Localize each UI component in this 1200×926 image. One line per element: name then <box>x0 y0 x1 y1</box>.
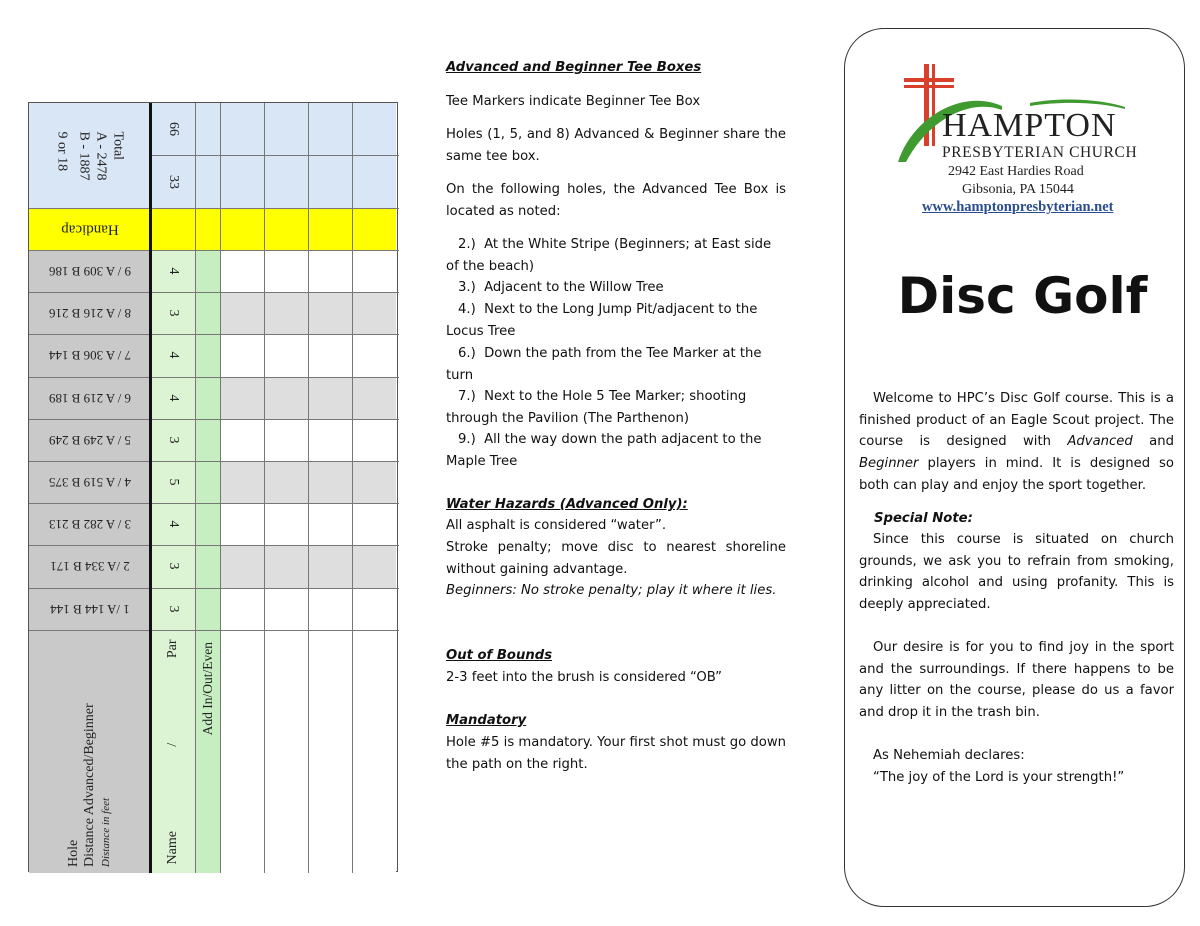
score-cell[interactable] <box>220 419 264 461</box>
score-cell[interactable] <box>308 334 352 376</box>
welcome-text-a: Welcome to HPC’s Disc Golf course. This is a finished product of an Eagle Scout project. The course is designed with <box>859 391 1174 450</box>
score-cell[interactable] <box>220 588 264 630</box>
water-text-3: Beginners: No stroke penalty; play it where it lies. <box>446 583 777 598</box>
hole-distance-cell <box>29 292 150 334</box>
add-handicap-cell <box>195 208 220 250</box>
hole-distance-label: 9 / A 309 B 186 <box>48 264 131 280</box>
hole-distance-label: 8 / A 216 B 216 <box>48 306 131 322</box>
score-cell[interactable] <box>220 377 264 419</box>
hole-distance-label: 3 / A 282 B 213 <box>48 517 131 533</box>
slash-label: / <box>164 742 180 747</box>
tee-item-text: Next to the Long Jump Pit/adjacent to the Locus Tree <box>446 302 758 339</box>
mandatory-text: Hole #5 is mandatory. Your first shot must go down the path on the right. <box>446 735 786 772</box>
grid-line <box>29 419 399 420</box>
score-cell[interactable] <box>308 377 352 419</box>
score-cell[interactable] <box>308 588 352 630</box>
score-cell[interactable] <box>352 503 396 545</box>
par-cell <box>150 377 195 419</box>
hole-distance-label: 6 / A 219 B 189 <box>48 390 131 406</box>
hole-distance-label: 7 / A 306 B 144 <box>48 348 131 364</box>
par-value: 5 <box>165 478 181 486</box>
score-cell[interactable] <box>352 334 396 376</box>
hole-distance-cell <box>29 377 150 419</box>
score-cell[interactable] <box>308 292 352 334</box>
score-cell[interactable] <box>352 545 396 587</box>
tee-item-number: 7.) <box>458 389 476 404</box>
grid-line <box>29 250 399 251</box>
player-handicap-cell[interactable] <box>308 208 352 250</box>
hole-distance-label: 2 /A 334 B 171 <box>49 559 130 575</box>
par-cell <box>150 588 195 630</box>
score-cell[interactable] <box>308 419 352 461</box>
tee-markers-text: Tee Markers indicate Beginner Tee Box <box>446 94 701 109</box>
tee-item-number: 3.) <box>458 280 476 295</box>
oob-text: 2-3 feet into the brush is considered “OB” <box>446 670 722 685</box>
par-value: 3 <box>165 562 181 570</box>
scorecard <box>28 102 398 872</box>
handicap-label: Handicap <box>60 221 119 238</box>
tee-item <box>446 299 766 342</box>
score-cell[interactable] <box>264 545 308 587</box>
tee-item <box>446 234 781 277</box>
tee-item <box>446 343 771 386</box>
player-handicap-cell[interactable] <box>352 208 396 250</box>
distance-label: Distance Advanced/Beginner <box>81 702 97 867</box>
church-website-link[interactable]: www.hamptonpresbyterian.net <box>922 199 1114 215</box>
hole-distance-cell <box>29 461 150 503</box>
hole-distance-cell <box>29 588 150 630</box>
hole-distance-cell <box>29 334 150 376</box>
tee-item-text: At the White Stripe (Beginners; at East side of the beach) <box>446 237 772 274</box>
score-cell[interactable] <box>264 292 308 334</box>
score-cell[interactable] <box>352 377 396 419</box>
score-cell[interactable] <box>220 250 264 292</box>
tee-heading: Advanced and Beginner Tee Boxes <box>446 60 702 75</box>
oob-heading: Out of Bounds <box>446 648 553 663</box>
tee-item-text: Adjacent to the Willow Tree <box>484 280 664 295</box>
mandatory-heading: Mandatory <box>446 713 527 728</box>
grid-line <box>29 630 399 631</box>
welcome-text-b: players in mind. It is designed so both can play and enjoy the sport together. <box>859 456 1174 493</box>
grid-line <box>29 208 399 209</box>
tee-item-text: All the way down the path adjacent to the Maple Tree <box>446 432 762 469</box>
welcome-beginner: Beginner <box>859 456 919 472</box>
score-cell[interactable] <box>308 545 352 587</box>
par-value: 3 <box>165 436 181 444</box>
hole-distance-cell <box>29 545 150 587</box>
par-cell <box>150 419 195 461</box>
grid-line <box>149 103 152 873</box>
score-cell[interactable] <box>308 503 352 545</box>
par-33: 33 <box>165 174 181 189</box>
welcome-paragraph <box>859 388 1174 497</box>
score-cell[interactable] <box>264 503 308 545</box>
grid-line <box>195 103 196 873</box>
grid-line <box>220 103 221 873</box>
tee-item-text: Down the path from the Tee Marker at the turn <box>446 346 762 383</box>
name-label: Name <box>164 830 180 864</box>
score-cell[interactable] <box>264 250 308 292</box>
grid-line <box>29 588 399 589</box>
par-handicap-cell <box>150 208 195 250</box>
distance-note: Distance in feet <box>99 797 112 867</box>
hole-distance-label: 4 / A 519 B 375 <box>48 475 131 491</box>
par-cell <box>150 292 195 334</box>
grid-line <box>29 377 399 378</box>
par-value: 3 <box>165 605 181 613</box>
score-cell[interactable] <box>220 545 264 587</box>
grid-line <box>308 103 309 873</box>
add-column <box>195 250 220 873</box>
special-note-heading: Special Note: <box>874 511 973 526</box>
hole-distance-label: 5 / A 249 B 249 <box>48 432 131 448</box>
church-address-1: 2942 East Hardies Road <box>948 164 1084 179</box>
score-cell[interactable] <box>220 461 264 503</box>
par-cell <box>150 334 195 376</box>
add-label: Add In/Out/Even <box>199 641 215 735</box>
tee-item-number: 2.) <box>458 237 476 252</box>
player-name-cell[interactable] <box>264 630 308 873</box>
special-note-text: Since this course is situated on church grounds, we ask you to refrain from smoking, drinking alcohol and using profanity. This is deeply appreciated. <box>859 532 1174 613</box>
church-name: HAMPTON <box>942 107 1117 144</box>
score-cell[interactable] <box>308 461 352 503</box>
score-cell[interactable] <box>352 250 396 292</box>
church-identity <box>942 108 1142 199</box>
par-value: 3 <box>165 309 181 317</box>
score-cell[interactable] <box>264 377 308 419</box>
grid-line <box>352 103 353 873</box>
grid-line <box>29 545 399 546</box>
quote-text: “The joy of the Lord is your strength!” <box>873 770 1125 785</box>
hole-distance-label: 1 /A 144 B 144 <box>49 601 130 617</box>
holes-share-text: Holes (1, 5, and 8) Advanced & Beginner share the same tee box. <box>446 127 786 164</box>
tee-item-number: 9.) <box>458 432 476 447</box>
church-subtitle: PRESBYTERIAN CHURCH <box>942 144 1138 161</box>
par-cell <box>150 545 195 587</box>
tee-item <box>446 429 771 472</box>
total-cell <box>29 103 150 208</box>
grid-line <box>29 334 399 335</box>
total-beginner: B - 1887 <box>76 131 91 180</box>
nehemiah-text: As Nehemiah declares: <box>873 748 1025 763</box>
par-value: 4 <box>165 351 181 359</box>
par-value: 4 <box>165 520 181 528</box>
grid-line <box>150 155 399 156</box>
name-par-header <box>150 630 195 873</box>
brochure-title: Disc Golf <box>897 267 1148 325</box>
total-label: Total <box>110 131 125 160</box>
welcome-advanced: Advanced <box>1067 434 1133 450</box>
par-cell <box>150 461 195 503</box>
total-advanced: A - 2478 <box>93 131 108 180</box>
par-cell <box>150 503 195 545</box>
score-cell[interactable] <box>308 250 352 292</box>
score-cell[interactable] <box>220 503 264 545</box>
player-name-cell[interactable] <box>308 630 352 873</box>
hole-header-cell <box>29 630 150 873</box>
tee-item <box>446 386 771 429</box>
tee-item-number: 4.) <box>458 302 476 317</box>
score-cell[interactable] <box>220 334 264 376</box>
water-text-1: All asphalt is considered “water”. <box>446 518 667 533</box>
water-text-2: Stroke penalty; move disc to nearest shoreline without gaining advantage. <box>446 540 786 577</box>
tee-item-number: 6.) <box>458 346 476 361</box>
tee-item <box>446 277 781 299</box>
total-nine-or-eighteen: 9 or 18 <box>54 131 69 171</box>
score-cell[interactable] <box>264 334 308 376</box>
par-66: 66 <box>165 122 181 136</box>
player-name-cell[interactable] <box>352 630 396 873</box>
par-label: Par <box>164 639 180 658</box>
desire-text: Our desire is for you to find joy in the sport and the surroundings. If there happens to be any litter on the course, please do us a favor and drop it in the trash bin. <box>859 640 1174 721</box>
par-value: 4 <box>165 394 181 402</box>
hole-distance-cell <box>29 419 150 461</box>
handicap-cell <box>29 208 150 250</box>
hole-distance-cell <box>29 250 150 292</box>
grid-line <box>29 292 399 293</box>
player-handicap-cell[interactable] <box>264 208 308 250</box>
score-cell[interactable] <box>352 461 396 503</box>
score-cell[interactable] <box>264 588 308 630</box>
church-address-2: Gibsonia, PA 15044 <box>962 182 1074 197</box>
hole-label: Hole <box>65 839 81 867</box>
player-handicap-cell[interactable] <box>220 208 264 250</box>
score-cell[interactable] <box>352 419 396 461</box>
hole-distance-cell <box>29 503 150 545</box>
player-name-cell[interactable] <box>220 630 264 873</box>
score-cell[interactable] <box>352 588 396 630</box>
grid-line <box>264 103 265 873</box>
following-text: On the following holes, the Advanced Tee Box is located as noted: <box>446 182 786 219</box>
par-value: 4 <box>165 267 181 275</box>
score-cell[interactable] <box>220 292 264 334</box>
score-cell[interactable] <box>264 419 308 461</box>
tee-item-text: Next to the Hole 5 Tee Marker; shooting through the Pavilion (The Parthenon) <box>446 389 747 426</box>
score-cell[interactable] <box>352 292 396 334</box>
score-cell[interactable] <box>264 461 308 503</box>
grid-line <box>29 461 399 462</box>
par-cell <box>150 250 195 292</box>
grid-line <box>29 503 399 504</box>
water-heading: Water Hazards (Advanced Only): <box>446 497 688 512</box>
welcome-and: and <box>1132 434 1174 450</box>
